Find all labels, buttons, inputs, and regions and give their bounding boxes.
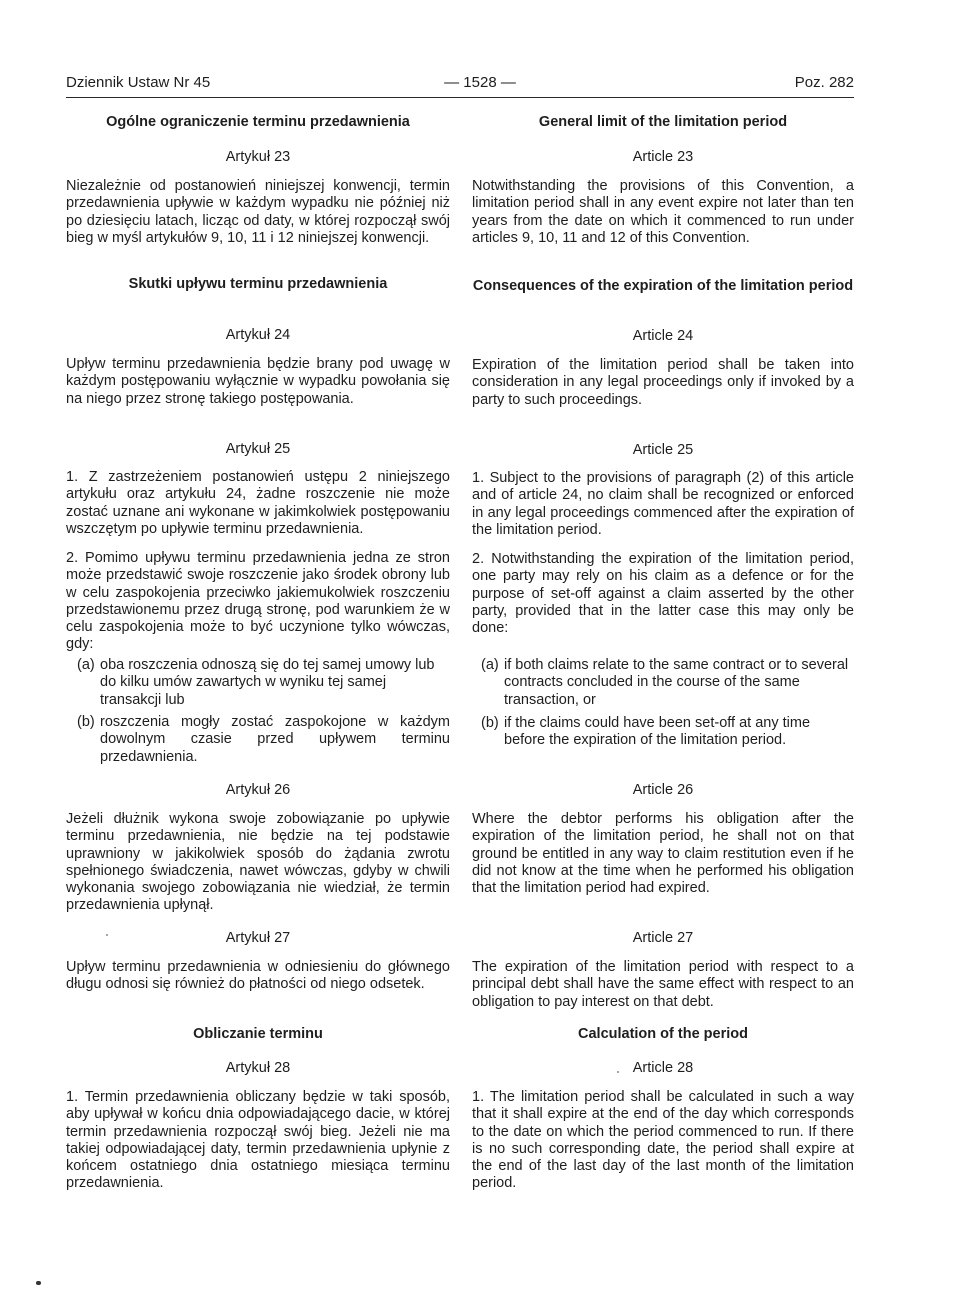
item-text: roszczenia mogły zostać zaspokojone w każdym dowolnym czasie przed upływem terminu przedawnienia. [100, 714, 450, 765]
item-text: oba roszczenia odnoszą się do tej samej umowy lub do kilku umów zawartych w wyniku tej samej transakcji lub [100, 657, 435, 708]
section-title-consequences-en: Consequences of the expiration of the limitation period [472, 278, 854, 294]
section-title-calculation-pl: Obliczanie terminu [193, 1026, 323, 1042]
article-23-title-en: Article 23 [632, 149, 694, 165]
article-24-text-pl: Upływ terminu przedawnienia będzie brany pod uwagę w każdym postępowaniu wyłącznie w wypadku powołania się na niego przez stronę takiego postępowania. [66, 356, 450, 407]
item-label: (a) [481, 657, 499, 673]
article-25-title-pl: Artykuł 25 [225, 441, 291, 457]
article-25-paragraph-2-pl: 2. Pomimo upływu terminu przedawnienia jedna ze stron może przedstawić swoje roszczenie jako środek obrony lub w celu zaspokojenia przeciwko jakiemukolwiek roszczeniu przedstawionemu przez drugą stronę, pod warunkiem że w celu zaspokojenia może to być uczynione tylko wówczas, gdy: [66, 550, 450, 653]
article-24-title-en: Article 24 [632, 328, 694, 344]
article-25-paragraph-1-pl: 1. Z zastrzeżeniem postanowień ustępu 2 niniejszego artykułu oraz artykułu 24, żadne roszczenie nie może zostać uznane ani wykonane w jakimkolwiek postępowaniu wszczętym po upływie terminu przedawnienia. [66, 469, 450, 537]
article-28-text-en: 1. The limitation period shall be calculated in such a way that it shall expire at the end of the day which corresponds to the date on which the period commenced to run. If there is no such corresponding date, the period shall expire at the end of the last day of the last month of the limitation period. [472, 1089, 854, 1192]
article-28-text-pl: 1. Termin przedawnienia obliczany będzie w taki sposób, aby upływał w końcu dnia odpowiadającego dacie, w której termin przedawnienia rozpoczął swój bieg. Jeżeli nie ma takiej odpowiadającej daty, termin przedawnienia upłynie z końcem ostatniego dnia ostatniego miesiąca terminu przedawnienia. [66, 1089, 450, 1192]
article-23-title-pl: Artykuł 23 [225, 149, 291, 165]
article-26-text-en: Where the debtor performs his obligation after the expiration of the limitation period, he shall not on that ground be entitled in any way to claim restitution even if he did not know at the time when he performed his obligation that the limitation period had expired. [472, 811, 854, 897]
article-24-title-pl: Artykuł 24 [225, 327, 291, 343]
item-text: if both claims relate to the same contract or to several contracts concluded in the course of the same transaction, or [504, 657, 849, 708]
item-label: (a) [77, 657, 95, 673]
article-25-paragraph-1-en: 1. Subject to the provisions of paragraph (2) of this article and of article 24, no claim shall be recognized or enforced in any legal proceedings commenced after the expiration of the limitation period. [472, 470, 854, 538]
article-25-item-b-en [481, 715, 854, 750]
article-25-title-en: Article 25 [632, 442, 694, 458]
article-25-item-a-pl [77, 657, 450, 709]
position-number: Poz. 282 [794, 74, 854, 91]
section-title-calculation-en: Calculation of the period [578, 1026, 748, 1042]
scan-speck [617, 1071, 619, 1073]
header-rule [66, 97, 854, 98]
section-title-general-limit-en: General limit of the limitation period [538, 114, 788, 130]
article-26-title-pl: Artykuł 26 [225, 782, 291, 798]
article-27-text-en: The expiration of the limitation period with respect to a principal debt shall have the same effect with respect to an obligation to pay interest on that debt. [472, 959, 854, 1010]
article-28-title-pl: Artykuł 28 [225, 1060, 291, 1076]
article-23-text-en: Notwithstanding the provisions of this Convention, a limitation period shall in any event expire not later than ten years from the date on which it commenced to run under articles 9, 10, 11 and 12 of this Convention. [472, 178, 854, 246]
journal-title: Dziennik Ustaw Nr 45 [66, 74, 211, 91]
article-25-item-a-en [481, 657, 854, 709]
article-27-title-en: Article 27 [632, 930, 694, 946]
item-text: if the claims could have been set-off at any time before the expiration of the limitation period. [504, 715, 811, 749]
article-26-title-en: Article 26 [632, 782, 694, 798]
scan-speck [106, 934, 108, 936]
section-title-general-limit-pl: Ogólne ograniczenie terminu przedawnienia [106, 114, 410, 130]
item-label: (b) [77, 714, 95, 730]
section-title-consequences-pl: Skutki upływu terminu przedawnienia [128, 276, 388, 292]
article-26-text-pl: Jeżeli dłużnik wykona swoje zobowiązanie po upływie terminu przedawnienia, nie będzie na tej podstawie uprawniony w jakikolwiek sposób do żądania zwrotu spełnionego świadczenia, nawet wówczas, gdyby w chwili wykonania swojego zobowiązania nie wiedział, że termin przedawnienia upłynął. [66, 811, 450, 914]
article-25-item-b-pl [77, 714, 450, 766]
article-28-title-en: Article 28 [632, 1060, 694, 1076]
article-27-text-pl: Upływ terminu przedawnienia w odniesieniu do głównego długu odnosi się również do płatności od niego odsetek. [66, 959, 450, 993]
item-label: (b) [481, 715, 499, 731]
article-25-paragraph-2-en: 2. Notwithstanding the expiration of the limitation period, one party may rely on his claim as a defence or for the purpose of set-off against a claim asserted by the other party, provided that in the latter case this may only be done: [472, 551, 854, 637]
article-27-title-pl: Artykuł 27 [225, 930, 291, 946]
article-24-text-en: Expiration of the limitation period shall be taken into consideration in any legal proceedings only if invoked by a party to such proceedings. [472, 357, 854, 408]
scan-speck [36, 1281, 41, 1285]
page-number: — 1528 — [444, 74, 516, 91]
article-23-text-pl: Niezależnie od postanowień niniejszej konwencji, termin przedawnienia upływie w każdym wypadku nie później niż po dziesięciu latach, licząc od daty, w której rozpoczął swój bieg w myśl artykułów 9, 10, 11 i 12 niniejszej konwencji. [66, 178, 450, 246]
